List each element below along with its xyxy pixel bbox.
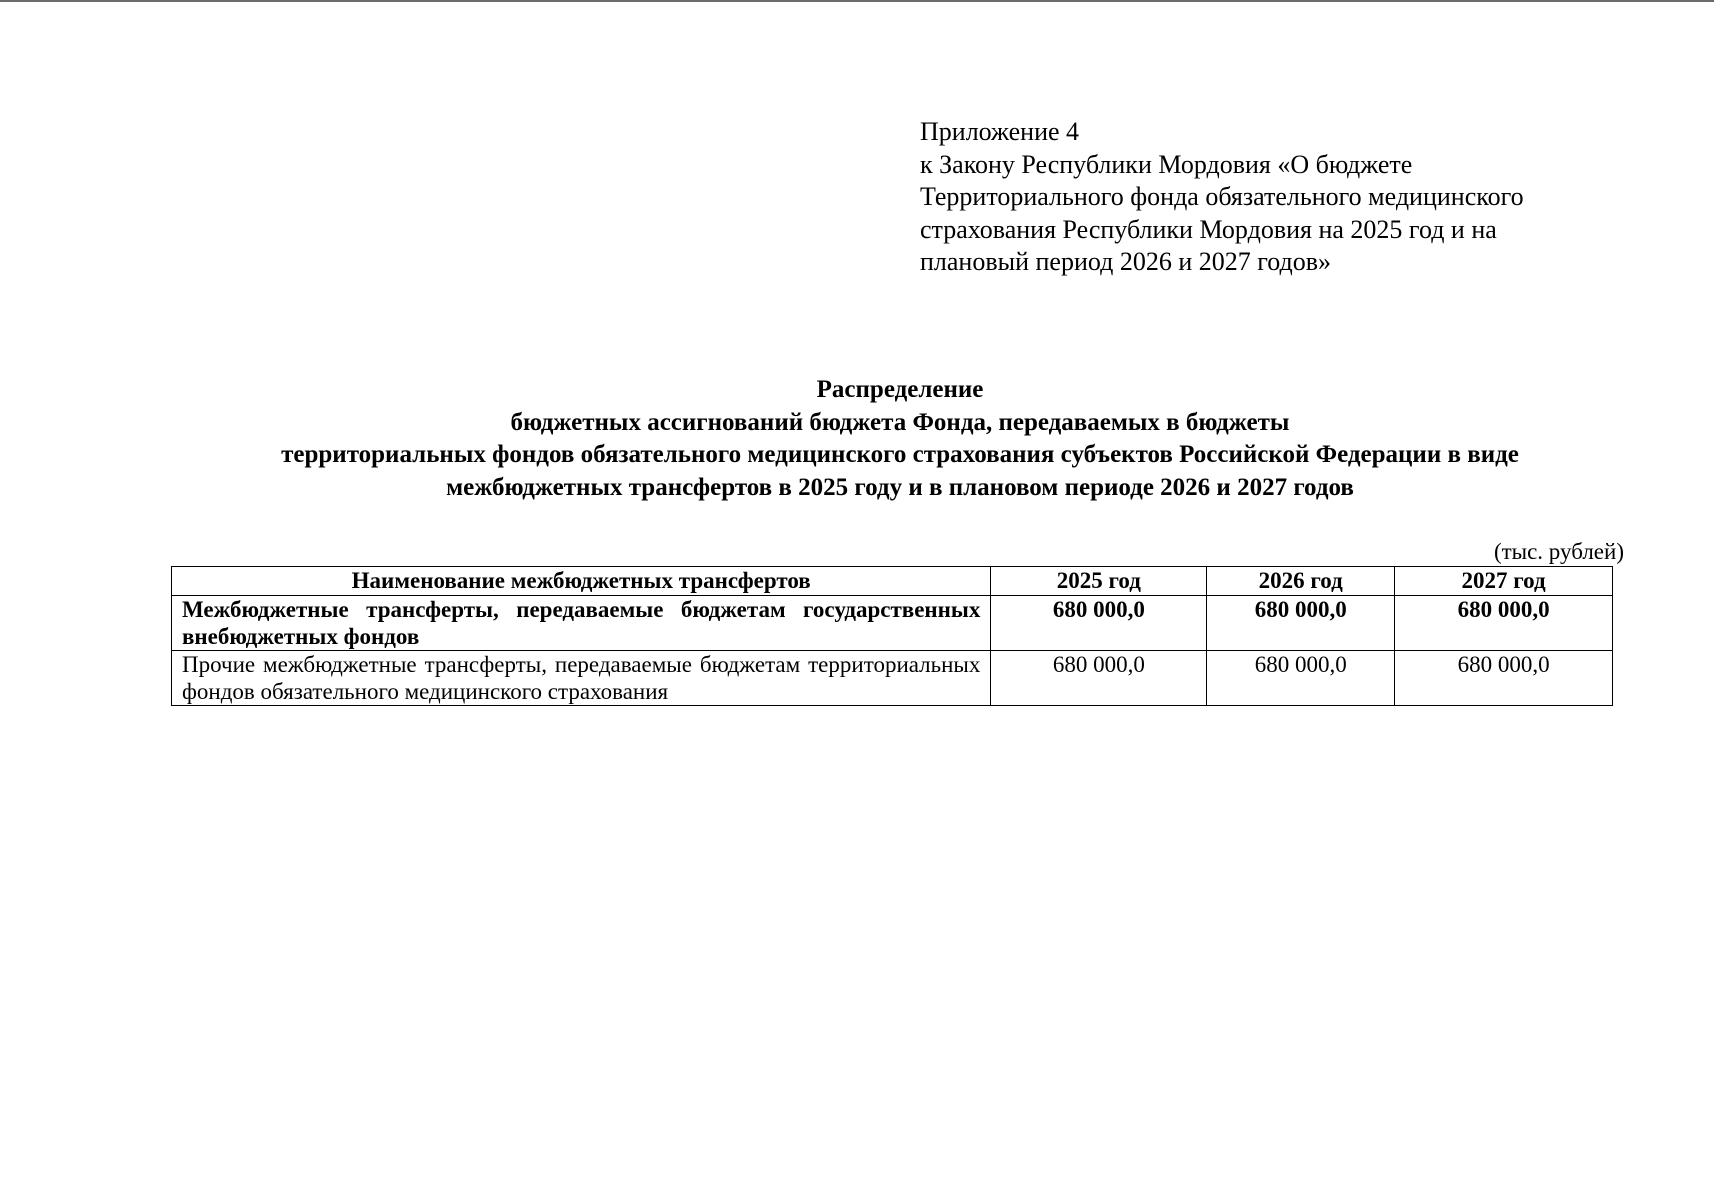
- transfer-name: Прочие межбюджетные трансферты, передаваемые бюджетам территориальных фондов обязательного медицинского страхования: [172, 651, 991, 706]
- header-2025: 2025 год: [991, 567, 1207, 596]
- header-name: Наименование межбюджетных трансфертов: [172, 567, 991, 596]
- table-row: [172, 651, 1613, 706]
- appendix-line: Территориального фонда обязательного медицинского: [920, 182, 1524, 211]
- title-line: бюджетных ассигнований бюджета Фонда, передаваемых в бюджеты: [510, 408, 1290, 436]
- title-line: территориальных фондов обязательного медицинского страхования субъектов Российской Федерации в виде: [281, 441, 1519, 468]
- value-2025: 680 000,0: [991, 596, 1207, 651]
- document-title: [150, 374, 1650, 504]
- appendix-line: плановый период 2026 и 2027 годов»: [920, 247, 1332, 276]
- units-label: (тыс. рублей): [1493, 539, 1624, 564]
- header-2026: 2026 год: [1207, 567, 1395, 596]
- value-2027: 680 000,0: [1395, 651, 1613, 706]
- value-2026: 680 000,0: [1207, 651, 1395, 706]
- header-2027: 2027 год: [1395, 567, 1613, 596]
- transfer-name: Межбюджетные трансферты, передаваемые бюджетам государственных внебюджетных фондов: [172, 596, 991, 651]
- title-line: межбюджетных трансфертов в 2025 году и в плановом периоде 2026 и 2027 годов: [446, 473, 1354, 501]
- table-row: [172, 596, 1613, 651]
- table-header-row: [172, 567, 1613, 596]
- value-2027: 680 000,0: [1395, 596, 1613, 651]
- appendix-line: Приложение 4: [920, 117, 1080, 146]
- value-2025: 680 000,0: [991, 651, 1207, 706]
- appendix-line: страхования Республики Мордовия на 2025 год и на: [920, 214, 1497, 244]
- title-line: Распределение: [816, 376, 984, 403]
- appendix-reference: [920, 116, 1640, 279]
- transfers-table: [171, 566, 1613, 706]
- page-top-edge: [0, 0, 1714, 2]
- appendix-line: к Закону Республики Мордовия «О бюджете: [920, 149, 1413, 179]
- value-2026: 680 000,0: [1207, 596, 1395, 651]
